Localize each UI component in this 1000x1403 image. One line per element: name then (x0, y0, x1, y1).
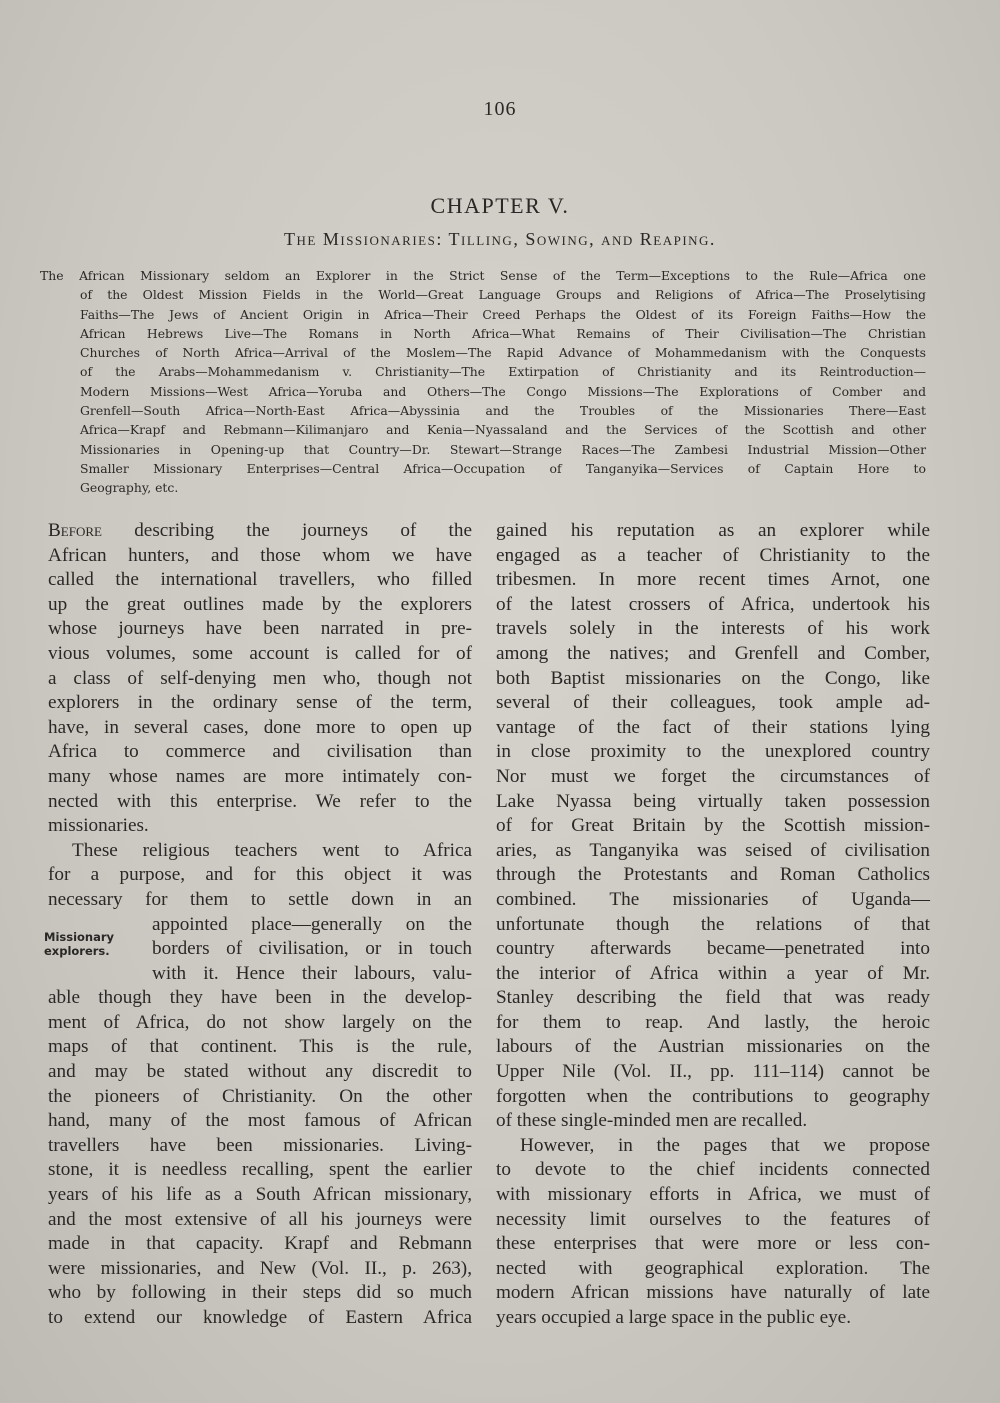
column-line: were missionaries, and New (Vol. II., p. 263), (48, 1257, 472, 1279)
column-line: of the latest crossers of Africa, undertook his (496, 593, 930, 615)
left-column (48, 519, 472, 1331)
column-line: gained his reputation as an explorer while (496, 520, 930, 541)
column-line: the interior of Africa within a year of Mr. (496, 962, 930, 984)
column-line: through the Protestants and Roman Catholics (496, 864, 930, 886)
column-line: nected with this enterprise. We refer to the (48, 790, 472, 812)
margin-note-line: explorers. (44, 943, 110, 958)
column-line: modern African missions have naturally of late (496, 1282, 930, 1304)
column-line: Stanley describing the field that was ready (496, 987, 930, 1009)
synopsis-line: Geography, etc. (80, 480, 179, 496)
page-number: 106 (483, 98, 517, 120)
column-line: necessity limit ourselves to the features of (496, 1208, 930, 1230)
column-line: country afterwards became—penetrated into (496, 938, 930, 960)
column-line: forgotten when the contributions to geography (496, 1085, 930, 1107)
column-line: with it. Hence their labours, valu- (152, 962, 472, 984)
synopsis-line: Missionaries in Opening-up that Country—Dr. Stewart—Strange Races—The Zambesi Industrial Mission—Other (80, 441, 926, 457)
chapter-synopsis (40, 266, 926, 498)
column-line: labours of the Austrian missionaries on the (496, 1036, 930, 1058)
column-line: nected with geographical exploration. The (496, 1257, 930, 1279)
column-line: who by following in their steps did so much (48, 1282, 472, 1304)
column-line: African hunters, and those whom we have (48, 544, 472, 566)
column-line: of for Great Britain by the Scottish mission- (496, 815, 930, 837)
column-line: to devote to the chief incidents connected (496, 1159, 930, 1181)
column-line: able though they have been in the develop- (48, 987, 472, 1009)
column-line: Lake Nyassa being virtually taken possession (496, 790, 930, 812)
synopsis-line: Modern Missions—West Africa—Yoruba and Others—The Congo Missions—The Explorations of Comber and (80, 383, 926, 399)
column-line: engaged as a teacher of Christianity to the (496, 544, 930, 566)
column-line: whose journeys have been narrated in pre- (48, 618, 472, 640)
column-line: travellers have been missionaries. Living- (48, 1134, 472, 1156)
drop-word: Before (48, 520, 102, 541)
column-line: tribesmen. In more recent times Arnot, one (496, 569, 930, 591)
column-line: combined. The missionaries of Uganda— (496, 888, 930, 910)
column-line: and the most extensive of all his journeys were (48, 1208, 472, 1230)
synopsis-line: Grenfell—South Africa—North-East Africa—Abyssinia and the Troubles of the Missionaries There—East (80, 403, 926, 419)
column-line: maps of that continent. This is the rule, (48, 1036, 472, 1058)
column-line: among the natives; and Grenfell and Comber, (496, 642, 930, 664)
column-line: these enterprises that were more or less con- (496, 1233, 930, 1255)
right-column (496, 519, 930, 1331)
column-line: many whose names are more intimately con- (48, 765, 472, 787)
column-line: years occupied a large space in the public eye. (496, 1307, 851, 1328)
column-line: stone, it is needless recalling, spent the earlier (48, 1159, 472, 1181)
column-line: missionaries. (48, 815, 149, 837)
column-line: borders of civilisation, or in touch (152, 938, 472, 960)
column-line: called the international travellers, who filled (48, 569, 472, 591)
column-line: for a purpose, and for this object it was (48, 864, 472, 886)
column-line: travels solely in the interests of his work (496, 618, 930, 640)
column-line: Before describing the journeys of the (48, 520, 472, 541)
column-line: a class of self-denying men who, though not (48, 667, 472, 689)
synopsis-line: African Hebrews Live—The Romans in North Africa—What Remains of Their Civilisation—The Christian (80, 325, 926, 341)
column-line: However, in the pages that we propose (520, 1134, 930, 1156)
column-line: Nor must we forget the circumstances of (496, 765, 930, 787)
column-line: for them to reap. And lastly, the heroic (496, 1011, 930, 1033)
column-line: made in that capacity. Krapf and Rebmann (48, 1233, 472, 1255)
column-line: several of their colleagues, took ample ad- (496, 692, 930, 714)
column-line: Upper Nile (Vol. II., pp. 111–114) cannot be (496, 1061, 930, 1083)
chapter-heading: CHAPTER V. (430, 193, 570, 218)
synopsis-line: Africa—Krapf and Rebmann—Kilimanjaro and Kenia—Nyassaland and the Services of the Scottish and other (80, 422, 926, 438)
column-line: explorers in the ordinary sense of the term, (48, 692, 472, 714)
column-line: in close proximity to the unexplored country (496, 741, 930, 763)
column-line: have, in several cases, done more to open up (48, 716, 472, 738)
column-line: years of his life as a South African missionary, (48, 1184, 472, 1206)
column-line: These religious teachers went to Africa (72, 839, 472, 861)
column-line: to extend our knowledge of Eastern Africa (48, 1307, 472, 1328)
synopsis-line: of the Arabs—Mohammedanism v. Christianity—The Extirpation of Christianity and its Reintroduction— (80, 364, 926, 380)
column-line: aries, as Tanganyika was seised of civilisation (496, 839, 930, 861)
column-line: vantage of the fact of their stations lying (496, 716, 930, 738)
column-line: appointed place—generally on the (152, 913, 472, 935)
column-line: necessary for them to settle down in an (48, 888, 472, 910)
margin-note-line: Missionary (44, 930, 115, 944)
synopsis-line: Churches of North Africa—Arrival of the Moslem—The Rapid Advance of Mohammedanism with the Conquests (80, 345, 926, 361)
column-line: Africa to commerce and civilisation than (48, 741, 472, 763)
column-line: with missionary efforts in Africa, we must of (496, 1184, 930, 1206)
column-line: and may be stated without any discredit to (48, 1061, 472, 1083)
column-line: hand, many of the most famous of African (48, 1110, 472, 1132)
synopsis-line: Smaller Missionary Enterprises—Central Africa—Occupation of Tanganyika—Services of Captain Hore to (80, 460, 926, 476)
chapter-title: The Missionaries: Tilling, Sowing, and Reaping. (284, 229, 716, 249)
margin-note (44, 931, 140, 958)
column-line: up the great outlines made by the explorers (48, 593, 472, 615)
column-line: the pioneers of Christianity. On the other (48, 1085, 472, 1107)
synopsis-line: Faiths—The Jews of Ancient Origin in Africa—Their Creed Perhaps the Oldest of its Foreign Faiths—How the (80, 306, 926, 322)
column-line: of these single-minded men are recalled. (496, 1110, 808, 1132)
synopsis-line: The African Missionary seldom an Explorer in the Strict Sense of the Term—Exceptions to the Rule—Africa one (40, 268, 926, 283)
column-line: unfortunate though the relations of that (496, 913, 930, 935)
column-line: ment of Africa, do not show largely on the (48, 1011, 472, 1033)
column-line: both Baptist missionaries on the Congo, like (496, 667, 930, 689)
column-line: vious volumes, some account is called for of (48, 642, 472, 664)
synopsis-line: of the Oldest Mission Fields in the World—Great Language Groups and Religions of Africa—The Proselytising (80, 287, 926, 303)
